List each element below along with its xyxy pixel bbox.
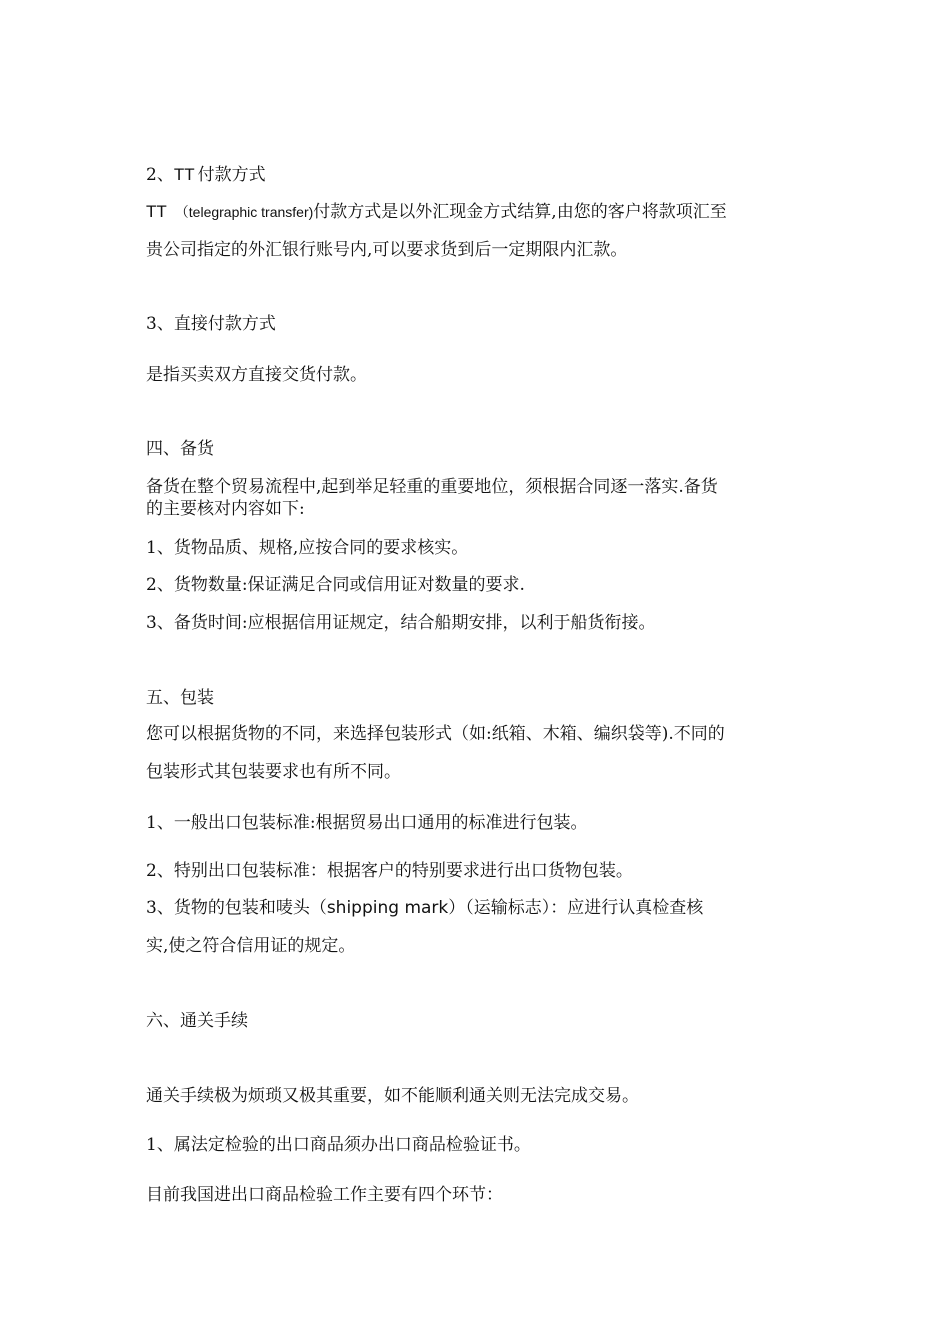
direct-heading: 3、直接付款方式	[146, 314, 276, 334]
customs-intro: 通关手续极为烦琐又极其重要，如不能顺利通关则无法完成交易。	[146, 1086, 639, 1106]
packing-heading: 五、包装	[146, 688, 214, 708]
tt-paragraph-line2: 贵公司指定的外汇银行账号内,可以要求货到后一定期限内汇款。	[146, 240, 628, 260]
tt-paragraph-line1	[146, 201, 727, 223]
stock-item-2: 2、货物数量:保证满足合同或信用证对数量的要求.	[146, 575, 525, 595]
stock-intro-line1: 备货在整个贸易流程中,起到举足轻重的重要地位，须根据合同逐一落实.备货	[146, 477, 718, 497]
packing-intro-line1: 您可以根据货物的不同，来选择包装形式（如:纸箱、木箱、编织袋等).不同的	[146, 724, 725, 744]
tt-heading	[146, 164, 266, 186]
tt-paragraph-tt: TT	[146, 202, 167, 221]
packing-item-3-part1: 3、货物的包装和唛头（	[146, 898, 327, 918]
customs-note: 目前我国进出口商品检验工作主要有四个环节：	[146, 1185, 503, 1205]
tt-heading-text: 付款方式	[197, 165, 266, 185]
stock-item-3: 3、备货时间:应根据信用证规定，结合船期安排，以利于船货衔接。	[146, 613, 656, 633]
tt-heading-tt: TT	[173, 165, 195, 184]
packing-item-3-line1	[146, 897, 703, 919]
stock-item-1: 1、货物品质、规格,应按合同的要求核实。	[146, 538, 469, 558]
tt-heading-num: 2、	[146, 165, 174, 185]
tt-paragraph-rest: 付款方式是以外汇现金方式结算,由您的客户将款项汇至	[313, 202, 727, 222]
packing-intro-line2: 包装形式其包装要求也有所不同。	[146, 762, 401, 782]
stock-intro-line2: 的主要核对内容如下:	[146, 499, 305, 519]
packing-item-3-part2: ）（运输标志）：应进行认真检查核	[448, 898, 704, 918]
packing-item-3-line2: 实,使之符合信用证的规定。	[146, 936, 356, 956]
direct-paragraph: 是指买卖双方直接交货付款。	[146, 365, 367, 385]
stock-heading: 四、备货	[146, 439, 214, 459]
customs-heading: 六、通关手续	[146, 1011, 248, 1031]
packing-item-3-shipping-mark: shipping mark	[326, 898, 449, 918]
packing-item-1: 1、一般出口包装标准:根据贸易出口通用的标准进行包装。	[146, 813, 588, 833]
customs-item-1: 1、属法定检验的出口商品须办出口商品检验证书。	[146, 1135, 531, 1155]
packing-item-2: 2、特别出口包装标准：根据客户的特别要求进行出口货物包装。	[146, 861, 633, 881]
tt-paragraph-paren: （telegraphic transfer)	[174, 204, 314, 220]
